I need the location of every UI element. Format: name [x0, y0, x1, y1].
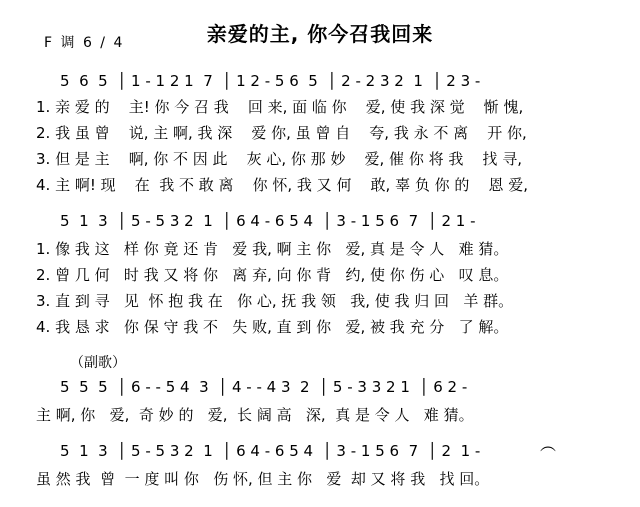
lyric-line-verse-1-a: 1. 亲 爱 的 主! 你 今 召 我 回 来, 面 临 你 爱, 使 我 深 觉 惭 愧,	[36, 98, 524, 116]
fermata-icon: ︵	[540, 435, 557, 454]
notation-line-2: 5 1 3 │ 5 - 5 3 2 1 │ 6 4 - 6 5 4 │ 3 - 1 5 6 7 │ 2 1 -	[60, 212, 476, 230]
notation-line-1: 5 6 5 │ 1 - 1 2 1 7 │ 1 2 - 5 6 5 │ 2 - 2 3 2 1 │ 2 3 -	[60, 72, 481, 90]
page-title: 亲爱的主, 你今召我回来	[206, 22, 434, 46]
lyric-line-chorus-b: 虽 然 我 曾 一 度 叫 你 伤 怀, 但 主 你 爱 却 又 将 我 找 回。	[36, 470, 490, 488]
lyric-line-verse-2-b: 2. 曾 几 何 时 我 又 将 你 离 弃, 向 你 背 约, 使 你 伤 心 叹 息。	[36, 266, 509, 284]
lyric-line-verse-3-b: 3. 直 到 寻 见 怀 抱 我 在 你 心, 抚 我 领 我, 使 我 归 回 羊 群。	[36, 292, 514, 310]
lyric-line-chorus-a: 主 啊, 你 爱, 奇 妙 的 爱, 长 阔 高 深, 真 是 令 人 难 猜。	[36, 406, 474, 424]
chorus-label: （副歌）	[70, 355, 126, 371]
notation-line-3: 5 5 5 │ 6 - - 5 4 3 │ 4 - - 4 3 2 │ 5 - 3 3 2 1 │ 6 2 -	[60, 378, 468, 396]
key-signature: F 调 6 / 4	[44, 35, 125, 51]
notation-line-4: 5 1 3 │ 5 - 5 3 2 1 │ 6 4 - 6 5 4 │ 3 - 1 5 6 7 │ 2 1 -	[60, 442, 481, 460]
lyric-line-verse-3-a: 3. 但 是 主 啊, 你 不 因 此 灰 心, 你 那 妙 爱, 催 你 将 我 找 寻,	[36, 150, 522, 168]
lyric-line-verse-4-b: 4. 我 恳 求 你 保 守 我 不 失 败, 直 到 你 爱, 被 我 充 分 了 解。	[36, 318, 509, 336]
lyric-line-verse-2-a: 2. 我 虽 曾 说, 主 啊, 我 深 爱 你, 虽 曾 自 夸, 我 永 不 离 开 你,	[36, 124, 527, 142]
lyric-line-verse-4-a: 4. 主 啊! 现 在 我 不 敢 离 你 怀, 我 又 何 敢, 辜 负 你 的 恩 爱,	[36, 176, 528, 194]
lyric-line-verse-1-b: 1. 像 我 这 样 你 竟 还 肯 爱 我, 啊 主 你 爱, 真 是 令 人 难 猜。	[36, 240, 509, 258]
